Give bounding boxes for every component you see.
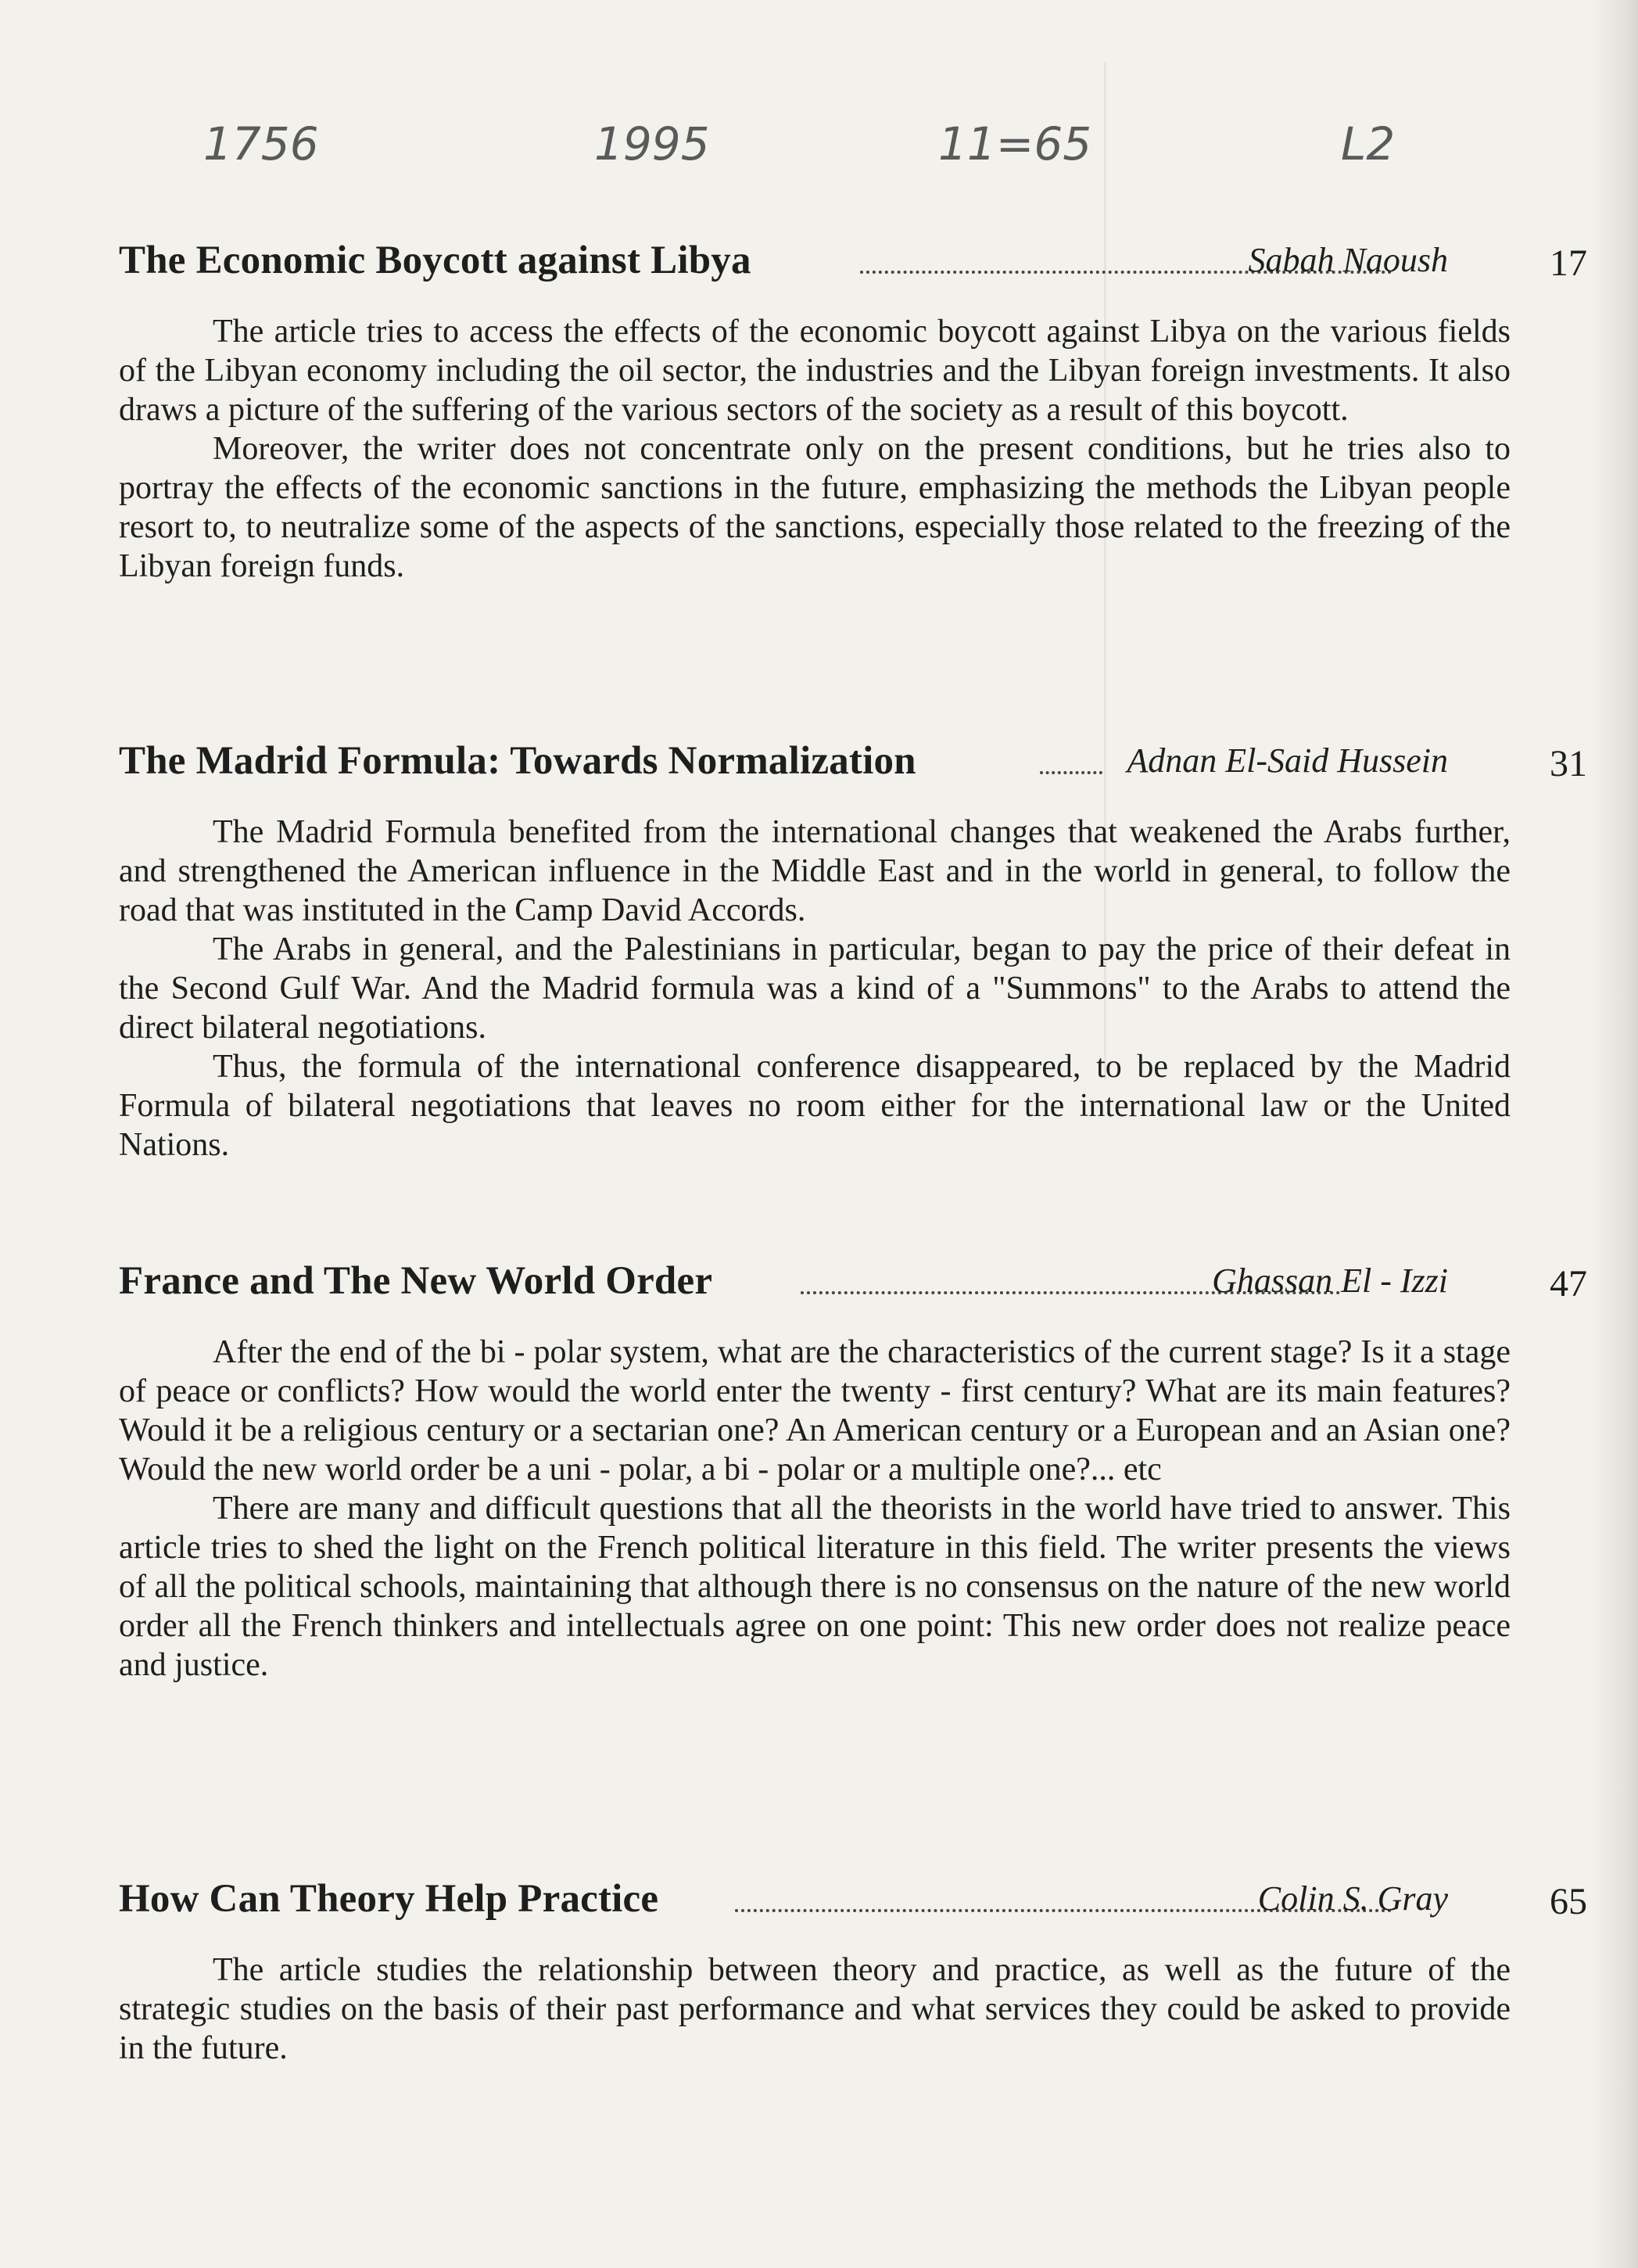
toc-entry (119, 1865, 1587, 2069)
page-number[interactable]: 31 (1550, 743, 1587, 784)
abstract-paragraph: The Arabs in general, and the Palestinians in particular, began to pay the price of their defeat in the Second Gulf War. And the Madrid formula was a kind of a "Summons" to the Arabs to attend the direct bilateral negotiations. (119, 931, 1511, 1046)
article-author: Adnan El-Said Hussein (1127, 741, 1448, 780)
page-number[interactable]: 17 (1550, 242, 1587, 284)
toc-entry (119, 1247, 1587, 1685)
article-author: Ghassan El - Izzi (1212, 1261, 1448, 1300)
entry-heading (119, 727, 1587, 790)
entry-heading (119, 1865, 1587, 1928)
handwritten-note: 11=65 (938, 117, 1092, 170)
abstract-paragraph: The article tries to access the effects of the economic boycott against Libya on the various fields of the Libyan economy including the oil sector, the industries and the Libyan foreign investments. It also draws a picture of the suffering of the various sectors of the society as a result of this boycott. (119, 314, 1511, 428)
toc-entry (119, 227, 1587, 587)
article-author: Colin S. Gray (1257, 1879, 1448, 1918)
handwritten-note: L2 (1341, 117, 1396, 170)
article-title[interactable]: France and The New World Order (119, 1259, 713, 1303)
article-author: Sabah Naoush (1248, 241, 1448, 279)
abstract-paragraph: Thus, the formula of the international conference disappeared, to be replaced by the Madrid Formula of bilateral negotiations that leaves no room either for the international law or the United Nations. (119, 1048, 1511, 1163)
article-abstract (119, 1951, 1511, 2069)
article-abstract (119, 1333, 1511, 1685)
page-number[interactable]: 47 (1550, 1263, 1587, 1304)
abstract-paragraph: Moreover, the writer does not concentrate only on the present conditions, but he tries also to portray the effects of the economic sanctions in the future, emphasizing the methods the Libyan people resort to, to neutralize some of the aspects of the sanctions, especially those related to the freezing of the Libyan foreign funds. (119, 430, 1511, 584)
binding-shadow (1591, 0, 1638, 2268)
entry-heading (119, 227, 1587, 289)
toc-entry (119, 727, 1587, 1165)
handwritten-note: 1756 (203, 117, 319, 170)
abstract-paragraph: The article studies the relationship between theory and practice, as well as the future of the strategic studies on the basis of their past performance and what services they could be asked to provide in the future. (119, 1952, 1511, 2066)
article-abstract (119, 313, 1511, 587)
leader-dots (1040, 771, 1102, 774)
article-title[interactable]: The Madrid Formula: Towards Normalization (119, 739, 916, 783)
abstract-paragraph: After the end of the bi - polar system, what are the characteristics of the current stage? Is it a stage of peace or conflicts? How would the world enter the twenty - first century? What are its main features? Would it be a religious century or a sectarian one? An American century or a European and an Asian one? Would the new world order be a uni - polar, a bi - polar or a multiple one?... etc (119, 1334, 1511, 1487)
abstract-paragraph: The Madrid Formula benefited from the international changes that weakened the Arabs further, and strengthened the American influence in the Middle East and in the world in general, to follow the road that was instituted in the Camp David Accords. (119, 814, 1511, 928)
article-title[interactable]: The Economic Boycott against Libya (119, 239, 751, 282)
handwritten-note: 1995 (594, 117, 710, 170)
article-abstract (119, 813, 1511, 1165)
abstract-paragraph: There are many and difficult questions that all the theorists in the world have tried to answer. This article tries to shed the light on the French political literature in this field. The writer presents the views of all the political schools, maintaining that although there is no consensus on the nature of the new world order all the French thinkers and intellectuals agree on one point: This new order does not realize peace and justice. (119, 1490, 1511, 1683)
entry-heading (119, 1247, 1587, 1310)
page-number[interactable]: 65 (1550, 1881, 1587, 1922)
article-title[interactable]: How Can Theory Help Practice (119, 1877, 659, 1921)
